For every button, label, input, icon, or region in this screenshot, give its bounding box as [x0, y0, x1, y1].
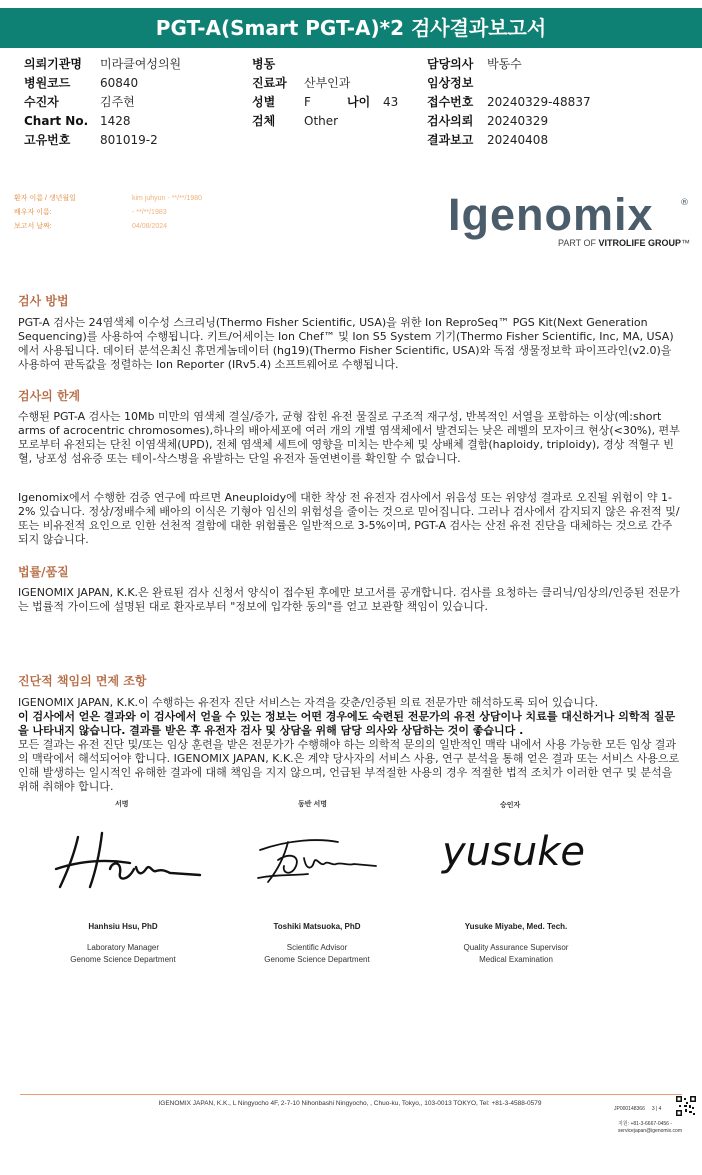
info-label: 검사의뢰: [427, 114, 474, 128]
disclaimer-block: [18, 696, 680, 794]
info-value: 20240329-48837: [487, 95, 591, 109]
info-row: [24, 55, 181, 74]
limits-paragraph-2: Igenomix에서 수행한 검증 연구에 따르면 Aneuploidy에 대한 착상 전 유전자 검사에서 위음성 또는 위양성 결과로 오진될 위험이 약 1-2% 있습니다. 정상/정배수체 배아의 이식은 기형아 임신의 위험성을 줄이는 것으로 믿어집니다. 그러나 검사에서 감지되지 않은 유전적 및/또는 비유전적 요인으로 인한 선천적 결함에 대한 위험률은 일반적으로 3-5%이며, PGT-A 검사는 산전 유전 진단을 대체하는 것으로 간주되지 않습니다.: [18, 491, 680, 546]
method-paragraph: PGT-A 검사는 24염색체 이수성 스크리닝(Thermo Fisher Scientific, USA)을 위한 Ion ReproSeq™ PGS Kit(Next Generation Sequencing)를 사용하여 수행됩니다. 키트/어세이는 Ion Chef™ 및 Ion S5 System 기기(Thermo Fisher Scientific, Inc, MA, USA)에서 사용됩니다. 데이터 분석은최신 휴먼게놈데이터 (hg19)(Thermo Fisher Scientific, USA)와 독점 생물정보학 파이프라인(v2.0)을 사용하여 판독값을 정렬하는 Ion Reporter (IRv5.4) 소프트웨어로 수행됩니다.: [18, 316, 674, 371]
info-label: 의뢰기관명: [24, 57, 82, 71]
report-title: PGT-A(Smart PGT-A)*2 검사결과보고서: [0, 8, 702, 48]
info-value: 20240408: [487, 133, 549, 147]
info-label: 접수번호: [427, 95, 474, 109]
signature-2-image: [248, 830, 383, 890]
info-label: 성별: [252, 95, 276, 109]
info-row: [24, 131, 181, 150]
approver-signature-text: yusuke: [442, 829, 585, 875]
patient-row: [14, 220, 168, 234]
info-row: [252, 112, 398, 131]
info-row: [252, 74, 398, 93]
patient-row: [14, 192, 203, 206]
signer-1-name: Hanhsiu Hsu, PhD: [88, 922, 158, 931]
disclaimer-heading: 진단적 책임의 면제 조항: [18, 674, 147, 688]
info-label: 병동: [252, 57, 276, 71]
footer-contact: [618, 1121, 682, 1135]
info-value: 산부인과: [304, 76, 351, 90]
info-value: 801019-2: [100, 133, 158, 147]
signer-3-name: Yusuke Miyabe, Med. Tech.: [464, 922, 568, 931]
logo-sub-tm: ™: [681, 238, 691, 248]
info-label: 병원코드: [24, 76, 71, 90]
signature-label: 서명: [115, 801, 129, 808]
method-heading: 검사 방법: [18, 294, 69, 308]
info-label: 담당의사: [427, 57, 474, 71]
info-label: 결과보고: [427, 133, 474, 147]
info-row: [24, 112, 181, 131]
footer-divider: [20, 1094, 682, 1095]
disclaimer-paragraph-2: 모든 결과는 유전 진단 및/또는 임상 훈련을 받은 전문가가 수행해야 하는 의학적 문의의 일반적인 맥락 내에서 사용 가능한 모든 임상 결과의 맥락에서 해석되어야 합니다. IGENOMIX JAPAN, K.K.은 계약 당사자의 서비스 사용, 연구 분석을 통해 얻은 결과 또는 서비스 사용으로 인해 발생하는 일시적인 유해한 결과에 대해 책임을 지지 않으며, 언급된 부적절한 사용의 경우 적절한 법적 조치가 이러한 연구 및 분석을 위해 취해야 합니다.: [18, 738, 680, 793]
support-phone: 지원: +81-3-6667-0456 -: [618, 1121, 672, 1127]
logo-subtitle: [558, 238, 690, 248]
age-value: 43: [383, 95, 399, 109]
support-email: servicejapan@igenomix.com: [618, 1128, 682, 1134]
logo-registered-mark: ®: [680, 198, 689, 208]
info-row: [252, 55, 398, 74]
signer-2-title: Scientific Advisor: [286, 943, 348, 952]
info-label: 고유번호: [24, 133, 71, 147]
info-row: [24, 74, 181, 93]
info-label: 검체: [252, 114, 276, 128]
info-value: 1428: [100, 114, 131, 128]
approver-label: 승인자: [500, 802, 521, 809]
info-value: 박동수: [487, 57, 522, 71]
logo-sub-brand: VITROLIFE GROUP: [598, 238, 682, 248]
logo-sub-prefix: PART OF: [558, 238, 597, 248]
signer-1-dept: Genome Science Department: [70, 955, 176, 964]
signer-1-role: [23, 942, 223, 966]
igenomix-logo: [448, 189, 696, 254]
report-date-value: 04/08/2024: [132, 223, 168, 230]
patient-row: [14, 206, 167, 220]
info-row: [252, 93, 398, 112]
limits-paragraph-1: 수행된 PGT-A 검사는 10Mb 미만의 염색체 결실/증가, 균형 잡힌 유전 물질로 구조적 재구성, 반복적인 서열을 포함하는 이상(예:short arms of acrocentric chromosomes),하나의 배아세포에 여러 개의 개별 염색체에서 발견되는 낮은 레벨의 모자이크 현상(<30%), 편부모로부터 유전되는 단친 이염색체(UPD), 전체 염색체 세트에 영향을 미치는 반수체 및 상배체 결함(haploidy, triploidy), 경상 적혈구 빈혈, 낭포성 섬유증 또는 테이-삭스병을 유발하는 단일 유전자 돌연변이를 확인할 수 없습니다.: [18, 410, 680, 465]
info-label: 수진자: [24, 95, 59, 109]
doc-id: [614, 1106, 661, 1112]
doc-id-number: JP000148366: [614, 1106, 645, 1112]
signer-1-title: Laboratory Manager: [86, 943, 160, 952]
header-col-3: [427, 55, 591, 150]
footer-address: IGENOMIX JAPAN, K.K., L Ningyocho 4F, 2-7-10 Nihonbashi Ningyocho, , Chuo-ku, Tokyo,, 103-0013 TOKYO, Tel: +81-3-4588-0579: [158, 1100, 542, 1107]
info-label: 임상정보: [427, 76, 474, 90]
limits-heading: 검사의 한계: [18, 389, 81, 403]
spouse-value: - **/**/1983: [132, 209, 167, 216]
info-value: 미라클여성의원: [100, 57, 182, 71]
signature-1-image: [50, 825, 210, 900]
signature-3-image: [438, 815, 608, 895]
info-row: [427, 112, 591, 131]
signer-3-dept: Medical Examination: [479, 955, 553, 964]
cosign-label: 동반 서명: [298, 801, 327, 808]
info-row: [427, 55, 591, 74]
signer-3-title: Quality Assurance Supervisor: [463, 943, 569, 952]
signer-2-name: Toshiki Matsuoka, PhD: [273, 922, 361, 931]
age-label: 나이: [347, 95, 371, 109]
header-col-1: [24, 55, 181, 150]
qr-code-icon: [676, 1096, 696, 1116]
patient-name-value: kim juhyun - **/**/1980: [132, 195, 203, 202]
info-value: Other: [304, 114, 339, 128]
header-col-2: [252, 55, 398, 131]
info-row: [427, 131, 591, 150]
disclaimer-paragraph-1: IGENOMIX JAPAN, K.K.이 수행하는 유전자 진단 서비스는 자격을 갖춘/인증된 의료 전문가만 해석하도록 되어 있습니다.: [18, 696, 599, 709]
signer-2-role: [217, 942, 417, 966]
signer-2-dept: Genome Science Department: [264, 955, 370, 964]
report-date-label: 보고서 날짜:: [14, 223, 52, 230]
legal-heading: 법률/품질: [18, 565, 69, 579]
info-value: 김주현: [100, 95, 135, 109]
patient-name-label: 환자 이름 / 생년월일: [14, 195, 76, 202]
legal-paragraph: IGENOMIX JAPAN, K.K.은 완료된 검사 신청서 양식이 접수된 후에만 보고서를 공개합니다. 검사를 요청하는 클리닉/임상의/인증된 전문가는 법률적 가이드에 설명된 대로 환자로부터 "정보에 입각한 동의"를 얻고 보관할 책임이 있습니다.: [18, 586, 680, 613]
info-row: [427, 74, 591, 93]
info-row: [427, 93, 591, 112]
patient-box: [14, 192, 203, 234]
info-label: Chart No.: [24, 114, 89, 128]
info-value: 20240329: [487, 114, 549, 128]
info-value: F: [304, 95, 311, 109]
info-value: 60840: [100, 76, 139, 90]
logo-wordmark: Igenomix: [448, 189, 654, 240]
info-row: [24, 93, 181, 112]
info-label: 진료과: [252, 76, 287, 90]
page-number: 3 | 4: [651, 1106, 662, 1112]
spouse-label: 배우자 이름:: [14, 209, 52, 216]
signer-3-role: [416, 942, 616, 966]
disclaimer-bold: 이 검사에서 얻은 결과와 이 검사에서 얻을 수 있는 정보는 어떤 경우에도 숙련된 전문가의 유전 상담이나 치료를 대신하거나 의학적 질문을 나타내지 않습니다. 결과를 받은 후 유전자 검사 및 상담을 위해 담당 의사와 상담하는 것이 좋습니다 .: [18, 710, 676, 737]
